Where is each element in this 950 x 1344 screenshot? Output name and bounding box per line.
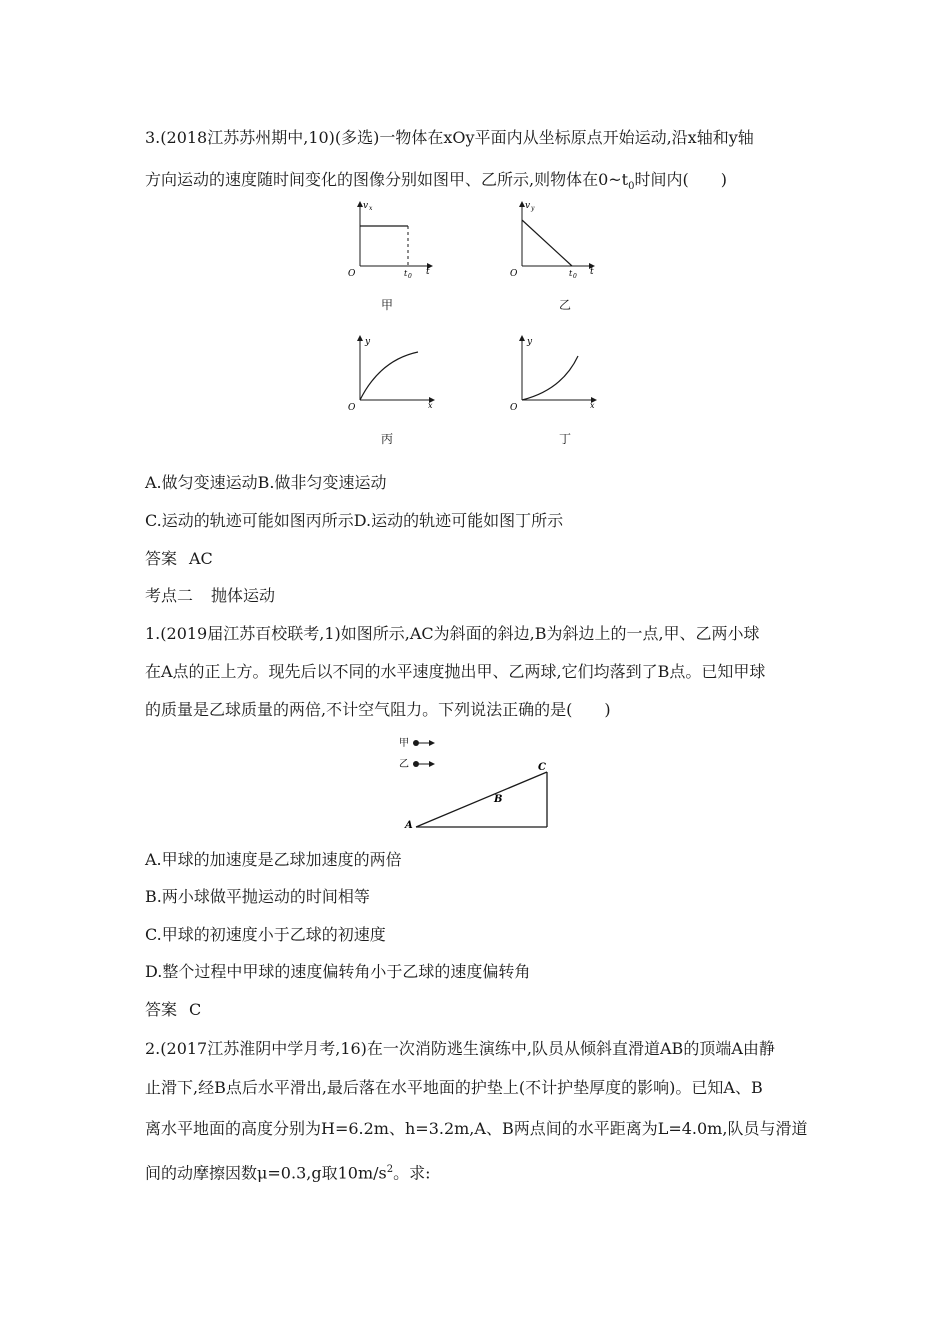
q3-answer — [145, 549, 213, 569]
ball-yi — [413, 761, 419, 767]
incline-figure-graph — [396, 732, 556, 832]
q1-option-d: D.整个过程中甲球的速度偏转角小于乙球的速度偏转角 — [145, 962, 531, 981]
figure-jia-t0-subscript: 0 — [408, 273, 412, 280]
figure-yi-caption: 乙 — [558, 298, 571, 312]
figure-jia-x-label: t — [426, 267, 430, 277]
figure-ding-origin: O — [510, 403, 518, 413]
figure-bing — [340, 332, 440, 414]
q3-line-2-subscript: 0 — [628, 181, 635, 193]
figure-yi-t0: t — [569, 269, 573, 278]
figure-bing-x-label: x — [428, 401, 433, 410]
q2-line-4-end: 。求: — [393, 1163, 431, 1183]
point-c-label: C — [538, 762, 546, 773]
figure-ding-x-label: x — [590, 401, 595, 410]
section-title: 抛体运动 — [211, 586, 276, 605]
q1-answer-value: C — [189, 1000, 202, 1019]
section-heading — [145, 586, 275, 606]
q1-option-c: C.甲球的初速度小于乙球的初速度 — [145, 925, 386, 944]
q1-line-2: 在A点的正上方。现先后以不同的水平速度抛出甲、乙两球,它们均落到了B点。已知甲球 — [145, 662, 766, 681]
q3-options-ab: A.做匀变速运动B.做非匀变速运动 — [145, 473, 387, 492]
figure-yi-t0-subscript: 0 — [573, 273, 577, 280]
incline-figure — [396, 732, 556, 832]
figure-bing-origin: O — [348, 403, 356, 413]
section-label: 考点二 — [145, 586, 194, 605]
figure-jia-y-subscript: x — [369, 205, 373, 212]
q2-line-4-text: 间的动摩擦因数μ=0.3,g取10m/s — [145, 1163, 387, 1183]
figure-jia-caption: 甲 — [380, 298, 393, 312]
ball-jia-label: 甲 — [399, 738, 409, 749]
q3-line-2-end: 时间内( ) — [634, 170, 727, 189]
q3-line-1: 3.(2018江苏苏州期中,10)(多选)一物体在xOy平面内从坐标原点开始运动,沿x轴和y轴 — [145, 128, 754, 147]
figure-yi-y-subscript: y — [531, 205, 535, 212]
figure-jia-y-label: v — [363, 201, 369, 211]
figure-yi-x-label: t — [590, 267, 594, 277]
ball-jia — [413, 740, 419, 746]
figure-ding — [502, 332, 602, 414]
figure-jia-graph — [340, 196, 440, 280]
q3-options-cd: C.运动的轨迹可能如图丙所示D.运动的轨迹可能如图丁所示 — [145, 511, 564, 530]
point-a-label: A — [405, 820, 413, 831]
q2-line-2: 止滑下,经B点后水平滑出,最后落在水平地面的护垫上(不计护垫厚度的影响)。已知A、B — [145, 1078, 763, 1097]
q1-answer-label: 答案 — [145, 1000, 178, 1019]
figure-ding-caption: 丁 — [558, 432, 571, 446]
figure-jia-origin: O — [348, 269, 356, 279]
figure-ding-graph — [502, 332, 602, 414]
figure-bing-graph — [340, 332, 440, 414]
figure-yi-origin: O — [510, 269, 518, 279]
q1-option-a: A.甲球的加速度是乙球加速度的两倍 — [145, 850, 402, 869]
figure-jia-t0: t — [404, 269, 408, 278]
figure-ding-y-label: y — [527, 337, 533, 347]
figure-jia — [340, 196, 440, 280]
figure-yi-y-label: v — [525, 201, 531, 211]
figure-bing-caption: 丙 — [380, 432, 393, 446]
q3-line-2-text: 方向运动的速度随时间变化的图像分别如图甲、乙所示,则物体在0~t — [145, 170, 629, 189]
figure-yi-graph — [502, 196, 602, 280]
q2-line-4 — [145, 1160, 431, 1183]
q2-line-1: 2.(2017江苏淮阴中学月考,16)在一次消防逃生演练中,队员从倾斜直滑道AB的顶端A由静 — [145, 1039, 775, 1058]
q1-option-b: B.两小球做平抛运动的时间相等 — [145, 887, 370, 906]
q1-line-1: 1.(2019届江苏百校联考,1)如图所示,AC为斜面的斜边,B为斜边上的一点,甲、乙两小球 — [145, 624, 760, 643]
q3-answer-label: 答案 — [145, 549, 178, 568]
q2-line-4-superscript: 2 — [386, 1164, 394, 1175]
q1-line-3: 的质量是乙球质量的两倍,不计空气阻力。下列说法正确的是( ) — [145, 700, 611, 719]
q2-line-3: 离水平地面的高度分别为H=6.2m、h=3.2m,A、B两点间的水平距离为L=4.0m,队员与滑道 — [145, 1119, 808, 1138]
figure-yi — [502, 196, 602, 280]
q1-answer — [145, 1000, 201, 1020]
q3-answer-value: AC — [189, 549, 213, 568]
figure-bing-y-label: y — [365, 337, 371, 347]
point-b-label: B — [494, 794, 503, 805]
ball-yi-label: 乙 — [399, 759, 409, 770]
q3-line-2 — [145, 170, 727, 197]
